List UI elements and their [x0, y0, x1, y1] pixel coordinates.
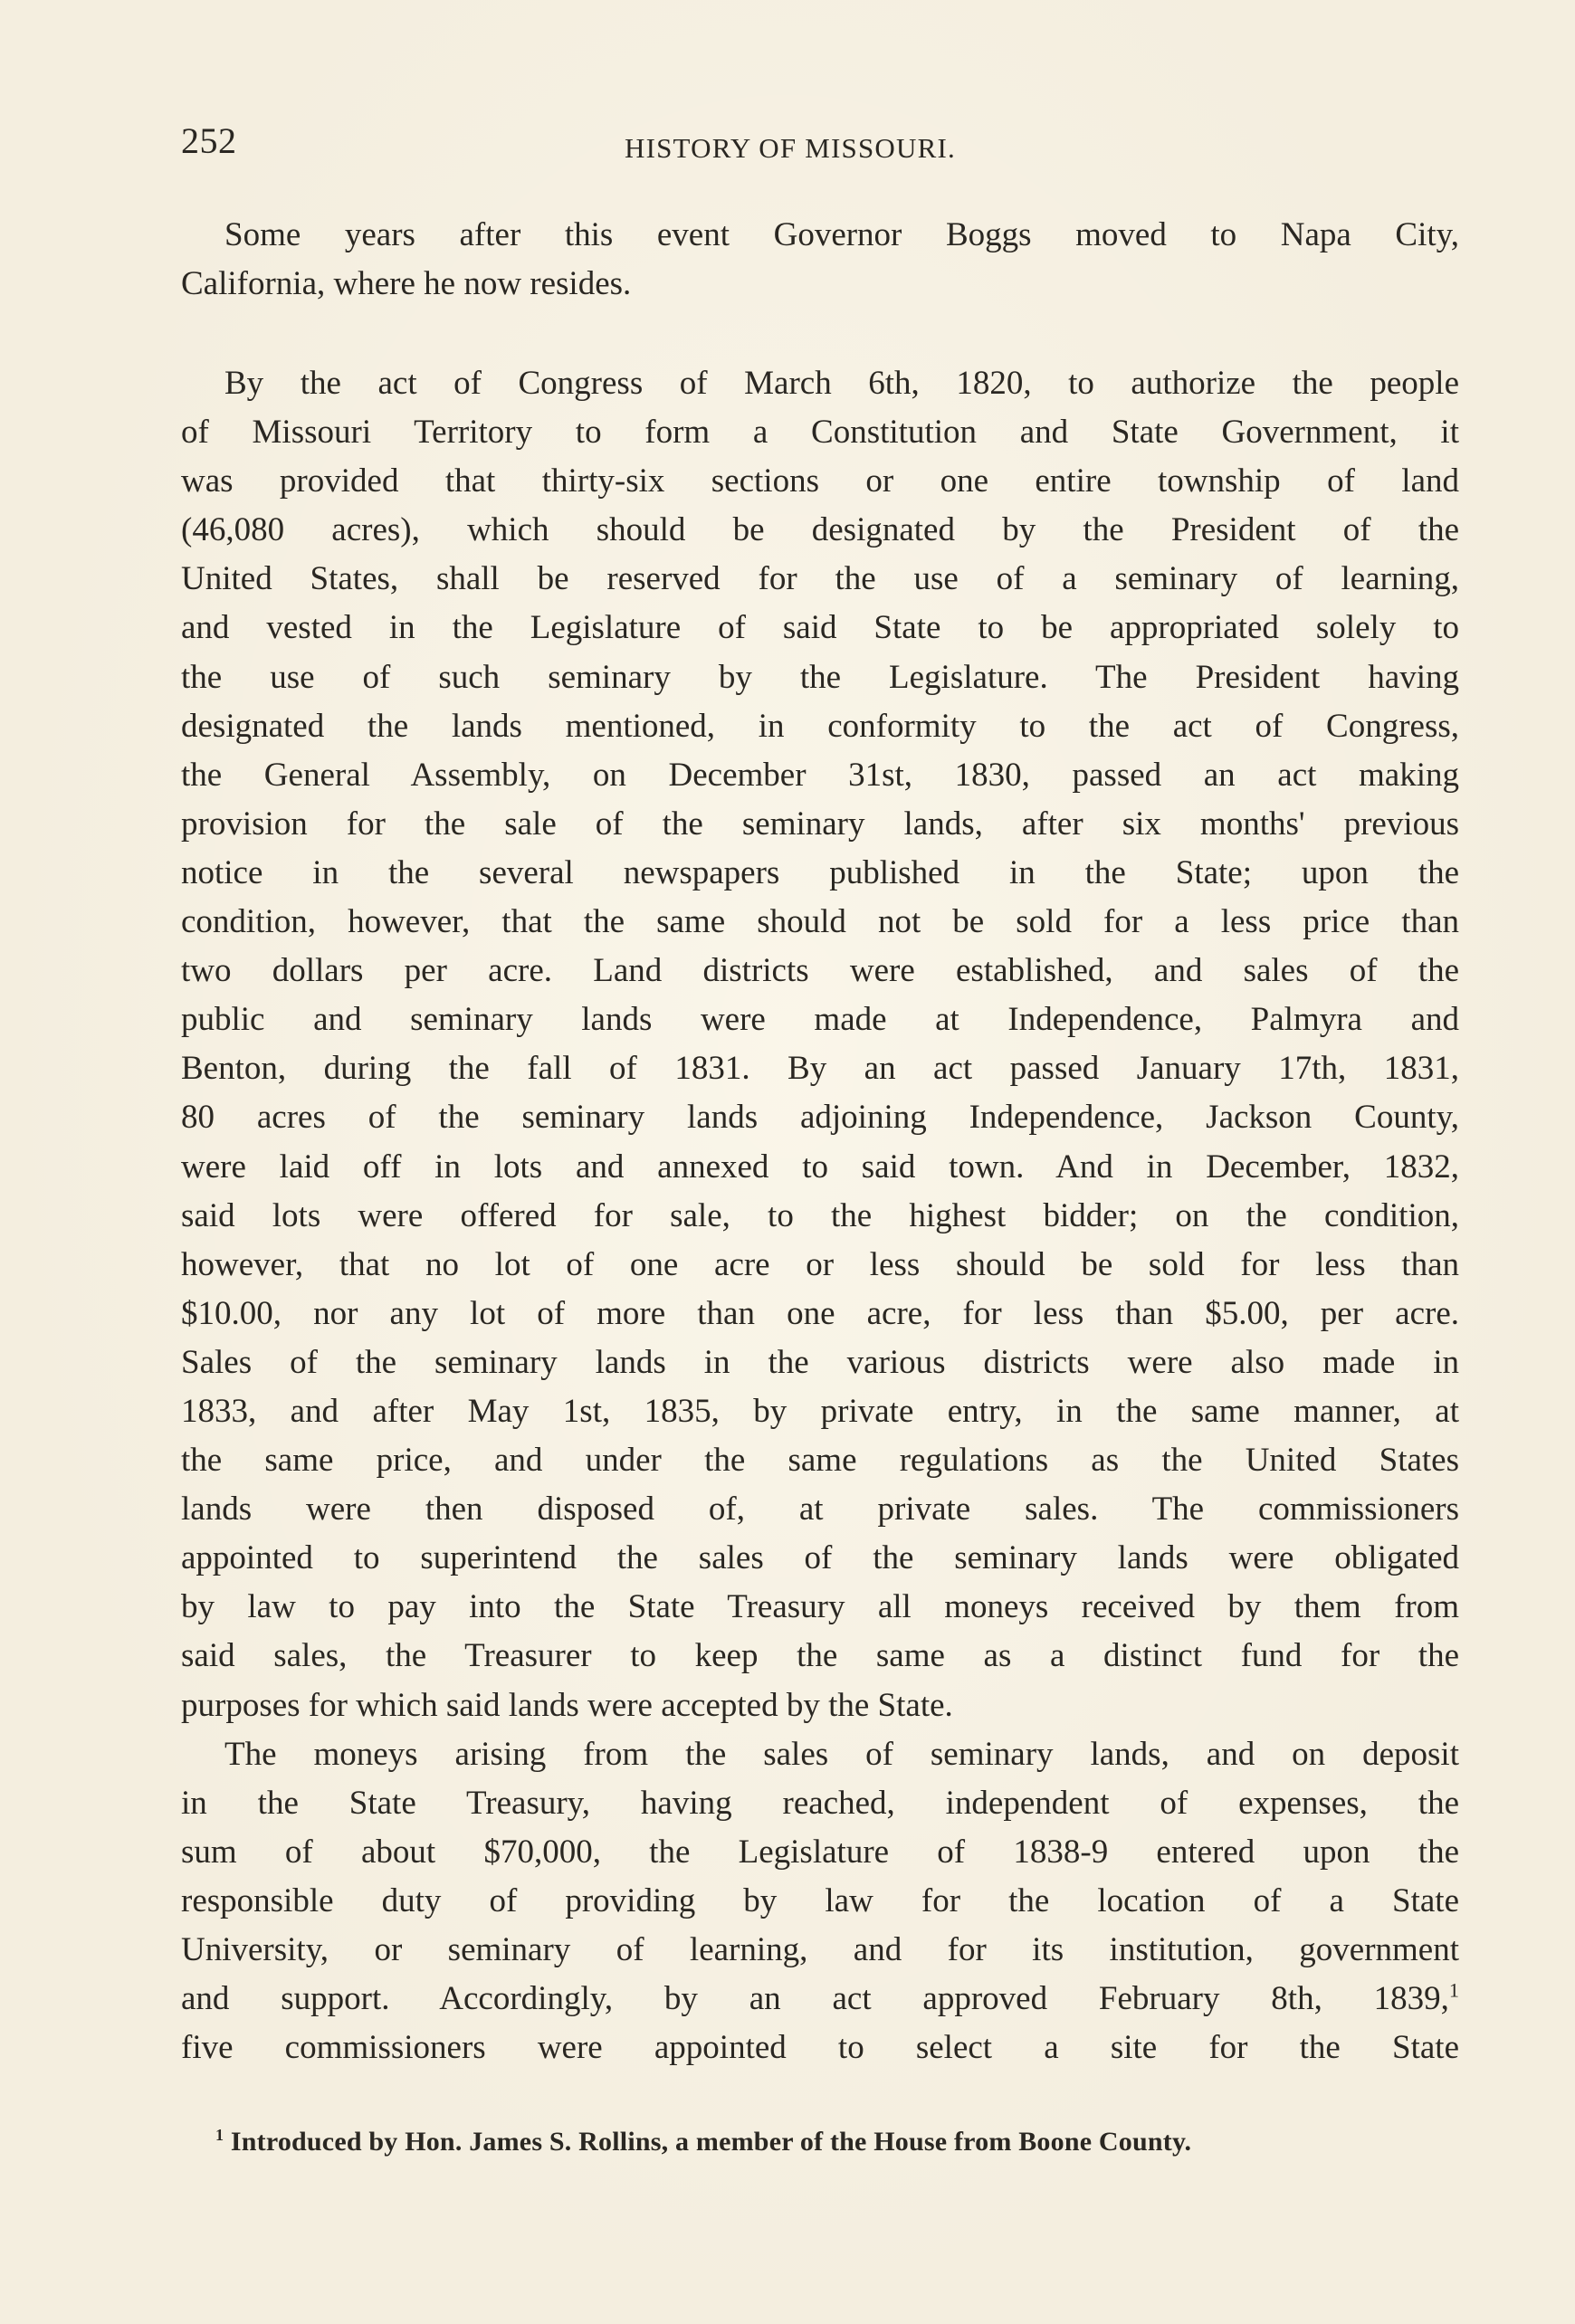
text-line: of Missouri Territory to form a Constitution and State Government, it [181, 414, 1459, 452]
text-line: said sales, the Treasurer to keep the same as a distinct fund for the [181, 1637, 1459, 1675]
text-line: (46,080 acres), which should be designated by the President of the [181, 511, 1459, 549]
text-line: provision for the sale of the seminary lands, after six months' previous [181, 805, 1459, 843]
text-line: responsible duty of providing by law for the location of a State [181, 1881, 1459, 1919]
footnote [215, 2127, 1191, 2157]
text-line: and vested in the Legislature of said State to be appropriated solely to [181, 609, 1459, 647]
text-line: said lots were offered for sale, to the highest bidder; on the condition, [181, 1196, 1459, 1234]
text-line: By the act of Congress of March 6th, 1820, to authorize the people [224, 365, 1459, 402]
text-line: 80 acres of the seminary lands adjoining Independence, Jackson County, [181, 1099, 1459, 1137]
footnote-reference[interactable]: 1 [1448, 1978, 1459, 2002]
page-number: 252 [181, 120, 237, 161]
text-line: University, or seminary of learning, and for its institution, government [181, 1931, 1459, 1968]
text-line: Sales of the seminary lands in the various districts were also made in [181, 1343, 1459, 1381]
text-line: purposes for which said lands were accepted by the State. [181, 1686, 953, 1724]
text-line: was provided that thirty-six sections or one entire township of land [181, 462, 1459, 500]
text-line: sum of about $70,000, the Legislature of 1838-9 entered upon the [181, 1833, 1459, 1871]
text-line: two dollars per acre. Land districts were established, and sales of the [181, 952, 1459, 990]
paragraph-2 [181, 359, 1459, 2072]
text-line: the use of such seminary by the Legislature. The President having [181, 658, 1459, 696]
text-line: by law to pay into the State Treasury all moneys received by them from [181, 1588, 1459, 1626]
text-line: condition, however, that the same should not be sold for a less price than [181, 903, 1459, 941]
text-line: 1833, and after May 1st, 1835, by private entry, in the same manner, at [181, 1392, 1459, 1430]
text-line: Benton, during the fall of 1831. By an act passed January 17th, 1831, [181, 1050, 1459, 1088]
text-line: notice in the several newspapers published in the State; upon the [181, 853, 1459, 891]
text-line: were laid off in lots and annexed to said town. And in December, 1832, [181, 1148, 1459, 1186]
text-line: The moneys arising from the sales of seminary lands, and on deposit [224, 1735, 1459, 1773]
paragraph-1 [181, 211, 1459, 309]
text-line: appointed to superintend the sales of the seminary lands were obligated [181, 1539, 1459, 1577]
text-line: in the State Treasury, having reached, independent of expenses, the [181, 1784, 1459, 1822]
running-head: HISTORY OF MISSOURI. [625, 132, 956, 164]
text-line: however, that no lot of one acre or less should be sold for less than [181, 1245, 1459, 1283]
text-line: designated the lands mentioned, in conformity to the act of Congress, [181, 707, 1459, 745]
text-line: lands were then disposed of, at private sales. The commissioners [181, 1491, 1459, 1529]
text-line: California, where he now resides. [181, 265, 632, 303]
text-line: $10.00, nor any lot of more than one acre, for less than $5.00, per acre. [181, 1294, 1459, 1332]
text-line: five commissioners were appointed to select a site for the State [181, 2029, 1459, 2067]
footnote-text: Introduced by Hon. James S. Rollins, a member of the House from Boone County. [230, 2127, 1192, 2157]
text-line-with-footnote-ref [181, 1975, 1459, 2024]
footnote-marker: 1 [215, 2126, 224, 2145]
text-line: United States, shall be reserved for the use of a seminary of learning, [181, 560, 1459, 598]
text-line: the same price, and under the same regulations as the United States [181, 1442, 1459, 1480]
text-line: Some years after this event Governor Boggs moved to Napa City, [224, 216, 1459, 253]
text-line: public and seminary lands were made at Independence, Palmyra and [181, 1001, 1459, 1039]
text-line-content: and support. Accordingly, by an act approved February 8th, 1839, [181, 1980, 1449, 2018]
text-line: the General Assembly, on December 31st, 1830, passed an act making [181, 756, 1459, 794]
